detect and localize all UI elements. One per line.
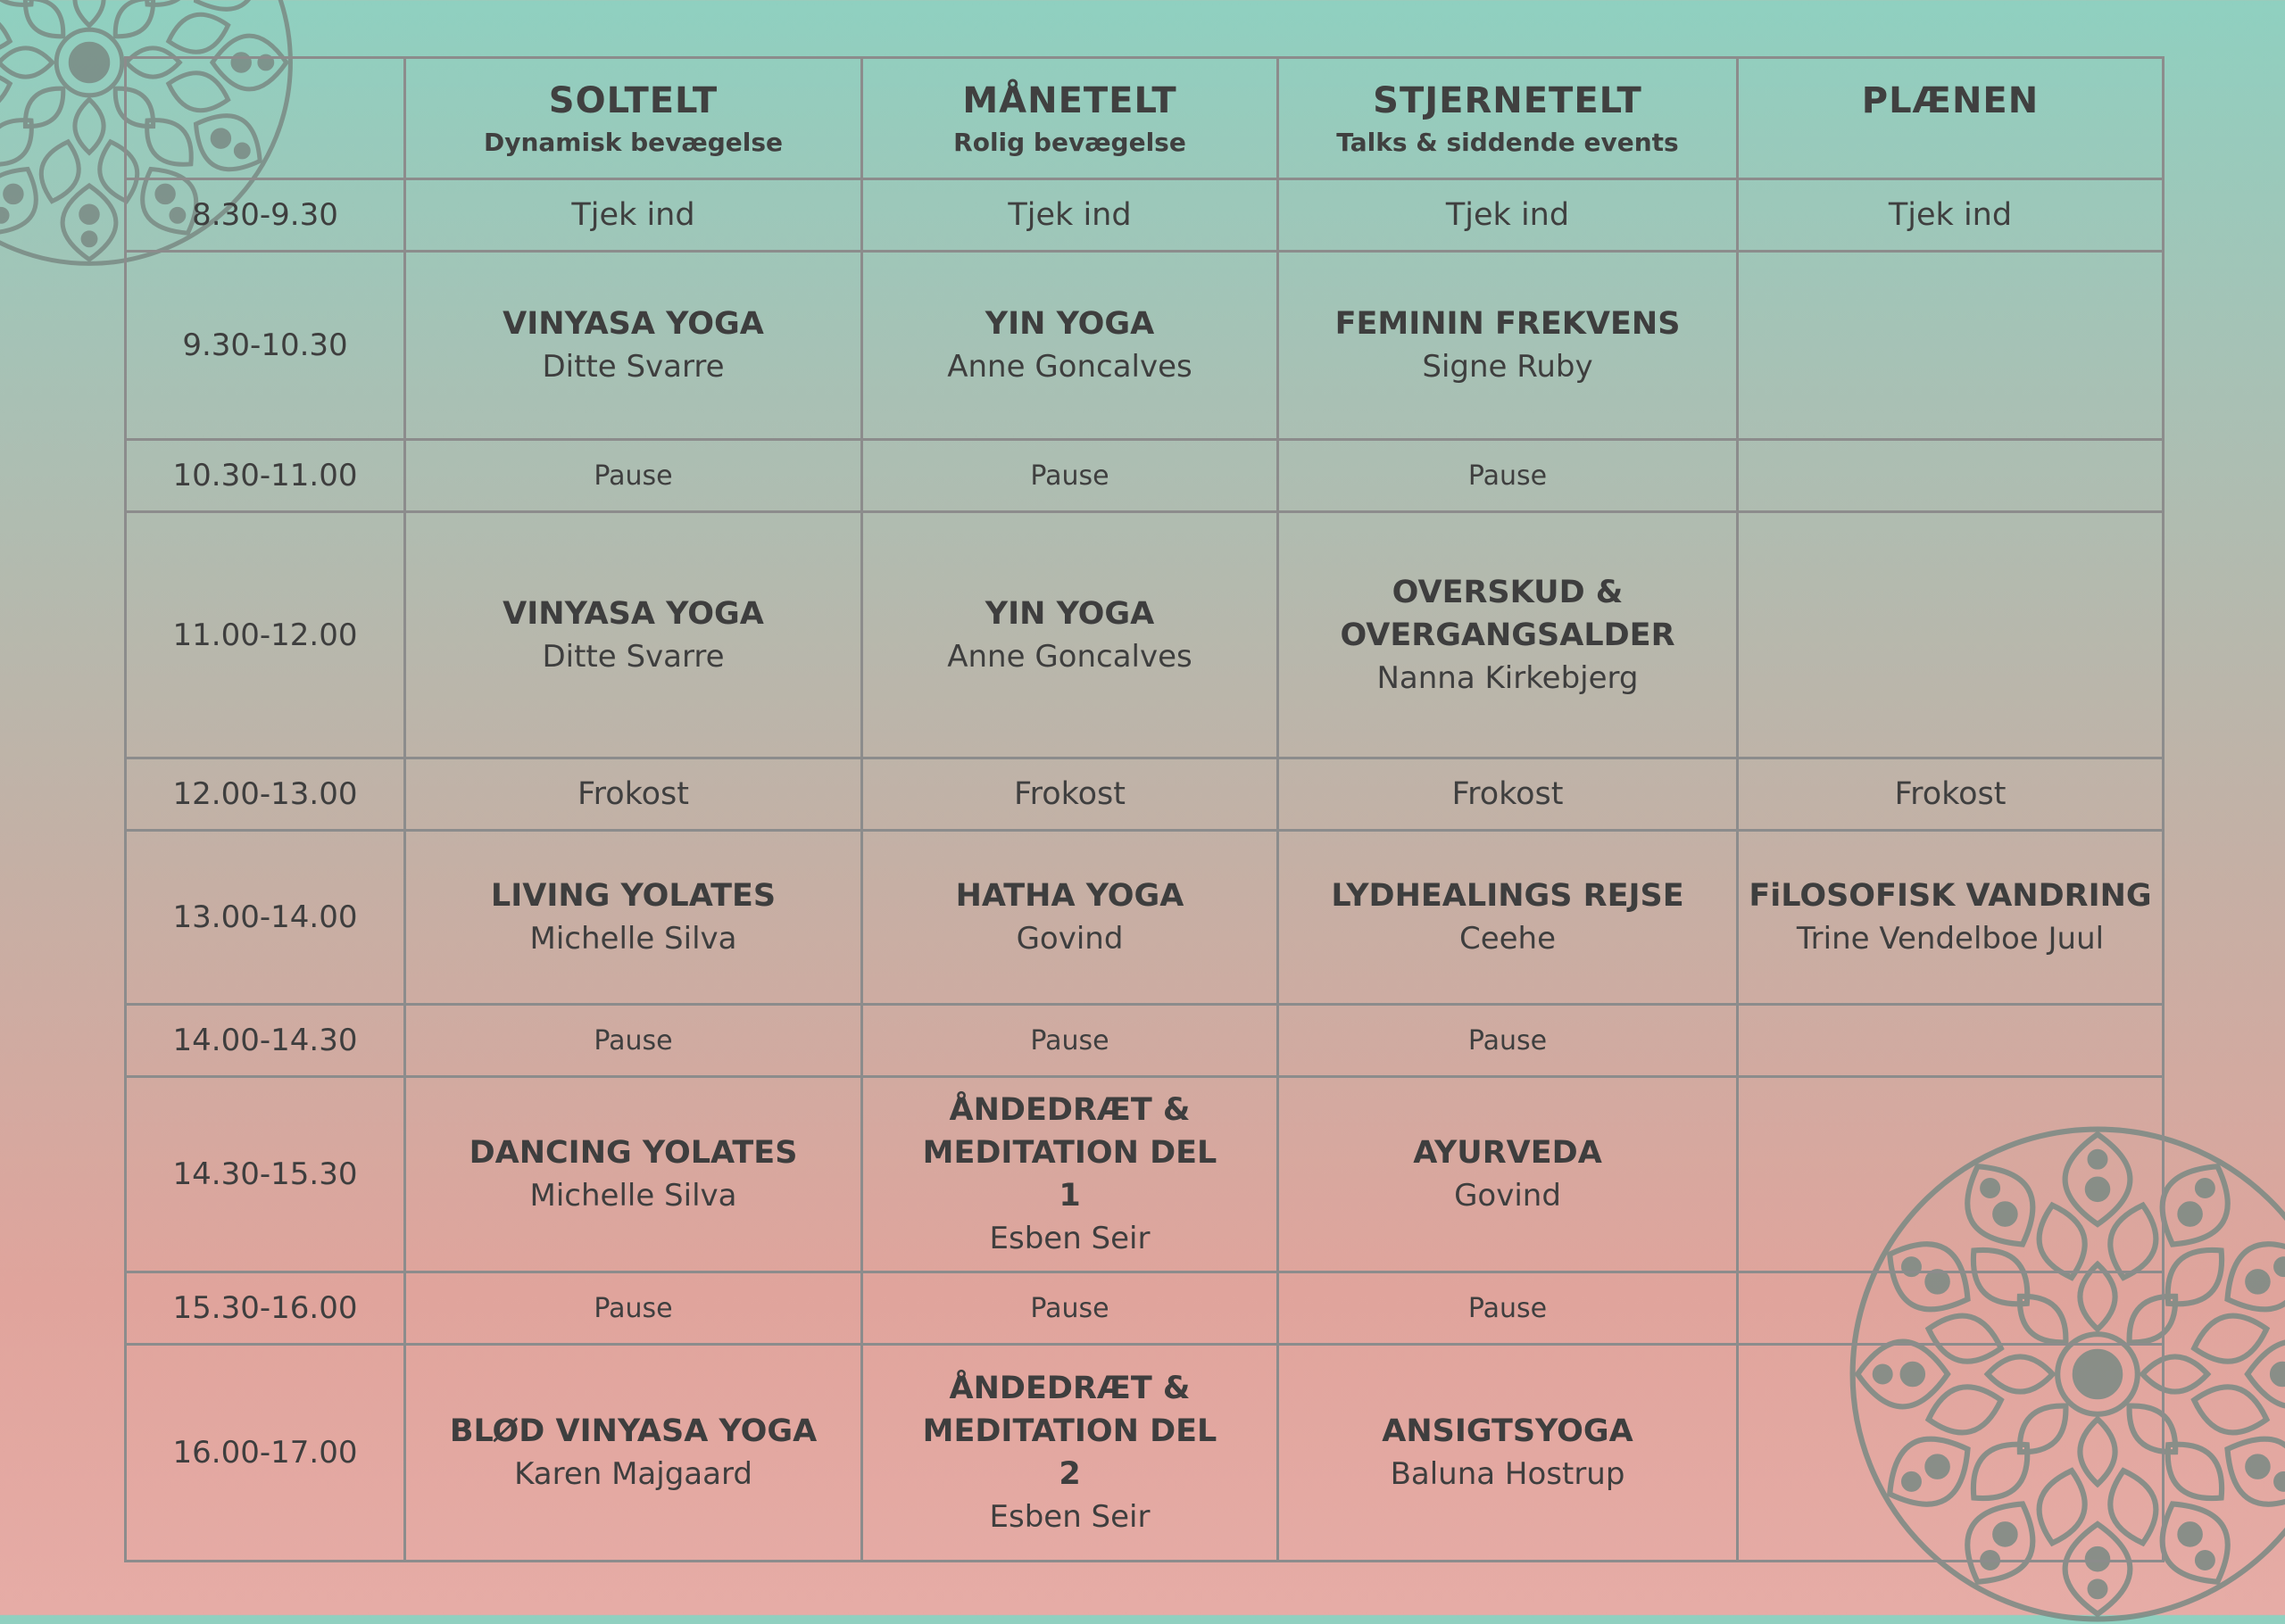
activity-title: AYURVEDA xyxy=(1413,1135,1602,1171)
schedule-row xyxy=(126,1005,2164,1077)
time-slot: 14.30-15.30 xyxy=(126,1077,405,1272)
activity-host: Esben Seir xyxy=(989,1499,1151,1535)
activity-cell xyxy=(405,252,862,440)
time-slot: 9.30-10.30 xyxy=(126,252,405,440)
activity-cell xyxy=(405,512,862,758)
lunch-cell: Frokost xyxy=(1738,758,2164,831)
time-slot: 15.30-16.00 xyxy=(126,1272,405,1345)
activity-host: Govind xyxy=(1454,1178,1561,1214)
activity-cell-empty xyxy=(1738,252,2164,440)
activity-host: Signe Ruby xyxy=(1422,349,1593,385)
corner-cell xyxy=(126,58,405,179)
venue-header-soltelt xyxy=(405,58,862,179)
schedule-row xyxy=(126,179,2164,252)
activity-title: LIVING YOLATES xyxy=(490,878,777,914)
time-slot: 8.30-9.30 xyxy=(126,179,405,252)
venue-header-stjernetelt xyxy=(1278,58,1738,179)
venue-name: PLÆNEN xyxy=(1861,79,2040,121)
activity-cell-empty xyxy=(1738,1077,2164,1272)
activity-cell xyxy=(1278,512,1738,758)
check-in-cell: Tjek ind xyxy=(862,179,1278,252)
pause-cell: Pause xyxy=(862,1005,1278,1077)
lunch-cell: Frokost xyxy=(405,758,862,831)
time-slot: 14.00-14.30 xyxy=(126,1005,405,1077)
activity-cell xyxy=(862,1345,1278,1562)
activity-host: Michelle Silva xyxy=(529,1178,737,1214)
pause-cell: Pause xyxy=(405,440,862,512)
pause-cell-empty xyxy=(1738,440,2164,512)
pause-cell-empty xyxy=(1738,1005,2164,1077)
venue-header-maanetelt xyxy=(862,58,1278,179)
activity-cell xyxy=(1278,831,1738,1005)
activity-title: ANSIGTSYOGA xyxy=(1382,1413,1633,1449)
pause-cell: Pause xyxy=(1278,1272,1738,1345)
schedule-row xyxy=(126,1272,2164,1345)
pause-cell: Pause xyxy=(862,440,1278,512)
venue-subtitle: Dynamisk bevægelse xyxy=(483,127,784,157)
activity-title: VINYASA YOGA xyxy=(503,595,764,632)
activity-title: BLØD VINYASA YOGA xyxy=(449,1413,818,1449)
festival-schedule-table xyxy=(124,56,2165,1562)
activity-title: LYDHEALINGS REJSE xyxy=(1331,878,1684,914)
activity-cell xyxy=(405,831,862,1005)
activity-cell xyxy=(405,1077,862,1272)
pause-cell-empty xyxy=(1738,1272,2164,1345)
activity-cell-empty xyxy=(1738,512,2164,758)
schedule-row xyxy=(126,758,2164,831)
activity-cell xyxy=(1278,1077,1738,1272)
activity-cell xyxy=(862,1077,1278,1272)
activity-host: Michelle Silva xyxy=(529,921,737,957)
venue-name: STJERNETELT xyxy=(1373,79,1642,121)
venue-subtitle xyxy=(1739,128,2162,158)
check-in-cell: Tjek ind xyxy=(1278,179,1738,252)
check-in-cell: Tjek ind xyxy=(1738,179,2164,252)
activity-host: Baluna Hostrup xyxy=(1390,1456,1625,1492)
time-slot: 13.00-14.00 xyxy=(126,831,405,1005)
lunch-cell: Frokost xyxy=(1278,758,1738,831)
activity-host: Esben Seir xyxy=(989,1221,1151,1256)
time-slot: 10.30-11.00 xyxy=(126,440,405,512)
venue-name: SOLTELT xyxy=(548,79,719,121)
activity-title: FEMININ FREKVENS xyxy=(1334,306,1681,342)
activity-host: Trine Vendelboe Juul xyxy=(1796,921,2105,957)
activity-host: Nanna Kirkebjerg xyxy=(1376,659,1639,696)
activity-title: ÅNDEDRÆT & MEDITATION DEL 2 xyxy=(922,1371,1217,1492)
activity-cell xyxy=(862,831,1278,1005)
activity-cell xyxy=(1278,252,1738,440)
pause-cell: Pause xyxy=(1278,1005,1738,1077)
schedule-row xyxy=(126,252,2164,440)
check-in-cell: Tjek ind xyxy=(405,179,862,252)
schedule-row xyxy=(126,1077,2164,1272)
activity-host: Ditte Svarre xyxy=(542,638,725,675)
schedule-row xyxy=(126,1345,2164,1562)
activity-title: ÅNDEDRÆT & MEDITATION DEL 1 xyxy=(922,1092,1217,1214)
time-slot: 16.00-17.00 xyxy=(126,1345,405,1562)
activity-host: Anne Goncalves xyxy=(947,349,1192,385)
activity-title: OVERSKUD & OVERGANGSALDER xyxy=(1340,574,1675,653)
activity-host: Govind xyxy=(1016,921,1124,957)
activity-title: HATHA YOGA xyxy=(955,878,1184,914)
activity-cell xyxy=(1278,1345,1738,1562)
pause-cell: Pause xyxy=(405,1272,862,1345)
schedule-row xyxy=(126,831,2164,1005)
activity-title: YIN YOGA xyxy=(985,306,1155,342)
schedule-row xyxy=(126,512,2164,758)
venue-subtitle: Rolig bevægelse xyxy=(953,127,1186,157)
activity-title: FiLOSOFISK VANDRING xyxy=(1749,878,2152,914)
activity-title: VINYASA YOGA xyxy=(503,306,764,342)
venue-subtitle: Talks & siddende events xyxy=(1336,127,1679,157)
time-slot: 11.00-12.00 xyxy=(126,512,405,758)
activity-cell xyxy=(405,1345,862,1562)
pause-cell: Pause xyxy=(405,1005,862,1077)
venue-header-plaenen xyxy=(1738,58,2164,179)
activity-cell xyxy=(1738,831,2164,1005)
activity-cell-empty xyxy=(1738,1345,2164,1562)
activity-host: Ceehe xyxy=(1458,921,1557,957)
activity-cell xyxy=(862,252,1278,440)
pause-cell: Pause xyxy=(1278,440,1738,512)
lunch-cell: Frokost xyxy=(862,758,1278,831)
schedule-row xyxy=(126,440,2164,512)
activity-host: Karen Majgaard xyxy=(514,1456,752,1492)
activity-cell xyxy=(862,512,1278,758)
pause-cell: Pause xyxy=(862,1272,1278,1345)
activity-host: Anne Goncalves xyxy=(947,638,1192,675)
venue-header-row xyxy=(126,58,2164,179)
activity-title: DANCING YOLATES xyxy=(469,1135,798,1171)
activity-host: Ditte Svarre xyxy=(542,349,725,385)
venue-name: MÅNETELT xyxy=(962,79,1177,121)
activity-title: YIN YOGA xyxy=(985,595,1155,632)
time-slot: 12.00-13.00 xyxy=(126,758,405,831)
